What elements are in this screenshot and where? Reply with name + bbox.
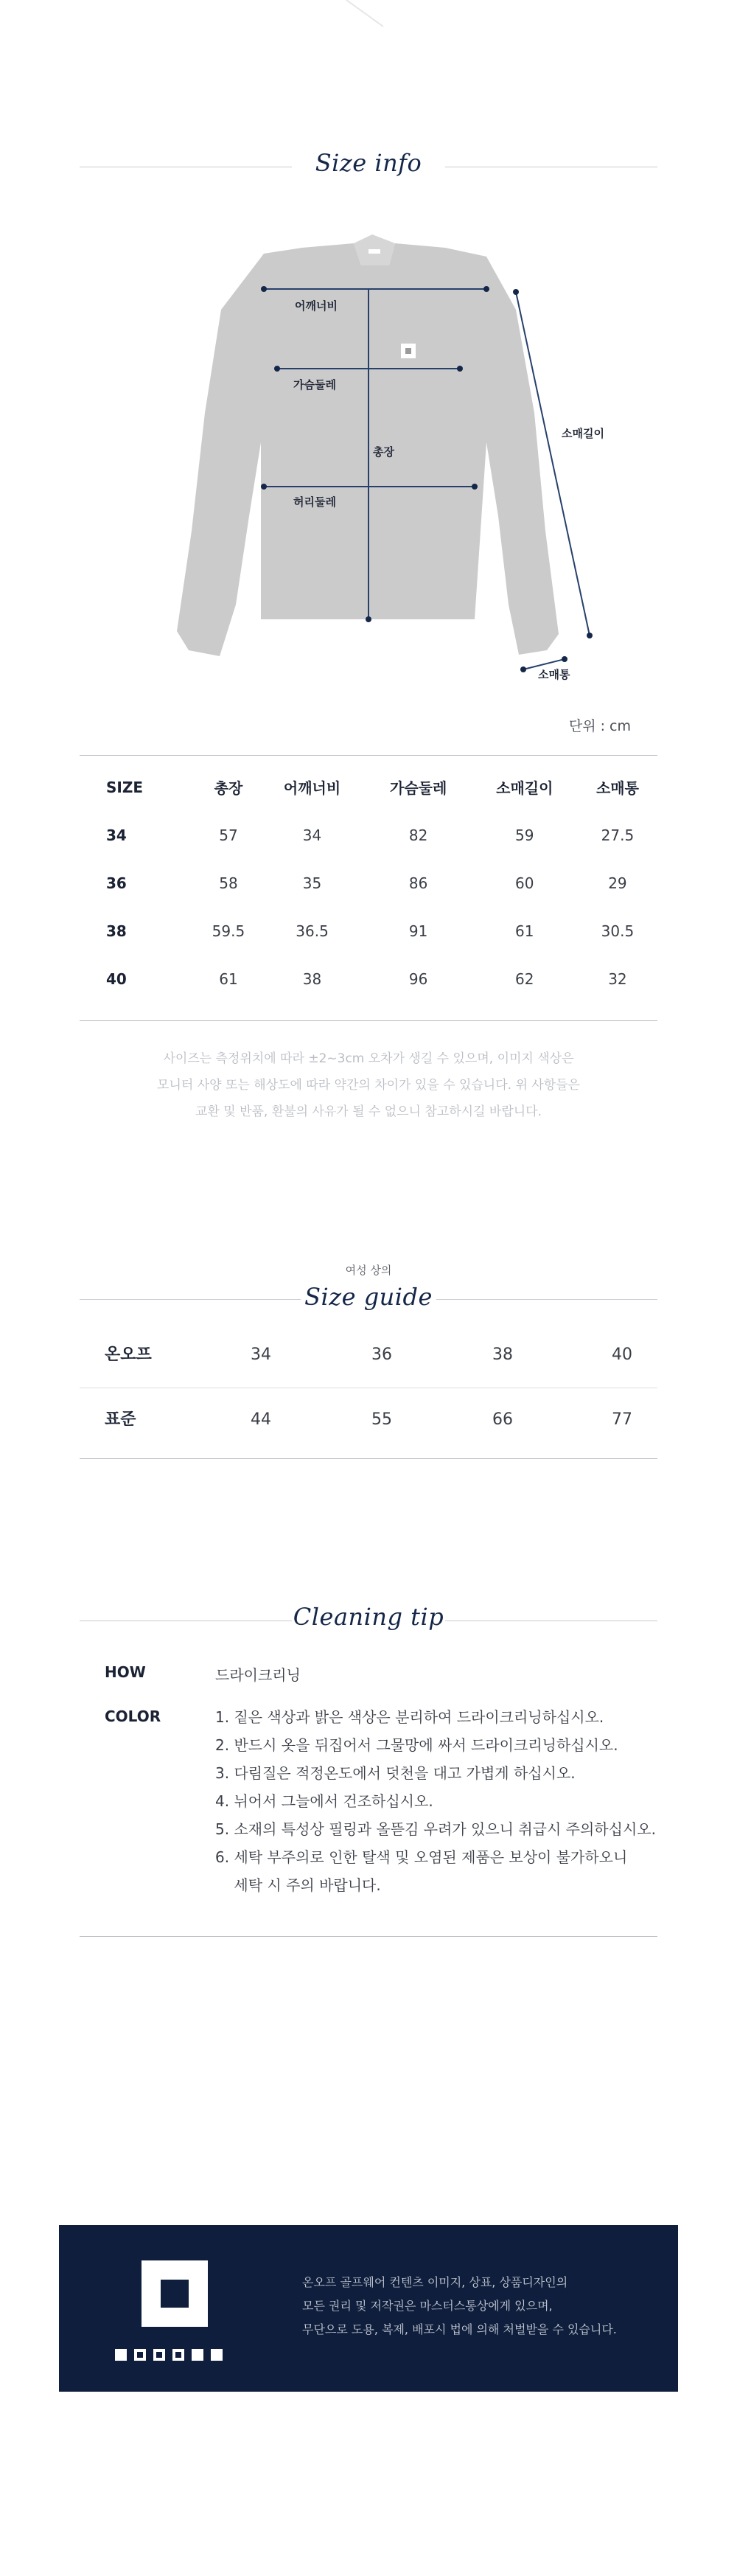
cleaning-list <box>215 1703 656 1899</box>
size-table-header <box>80 763 657 811</box>
header-cell: 가슴둘레 <box>390 779 447 797</box>
sleeve-length-label: 소매길이 <box>562 427 604 440</box>
size-table <box>80 763 657 1003</box>
size-guide-row <box>80 1323 657 1388</box>
table-bottom-rule <box>80 1020 657 1021</box>
list-item: 2. 반드시 옷을 뒤집어서 그물망에 싸서 드라이크리닝하십시오. <box>215 1736 618 1754</box>
header-cell: SIZE <box>106 778 144 796</box>
table-cell: 29 <box>608 874 627 892</box>
copyright-line: 온오프 골프웨어 컨텐츠 이미지, 상표, 상품디자인의 <box>302 2275 568 2289</box>
color-label: COLOR <box>105 1708 161 1725</box>
size-note-line-3: 교환 및 반품, 환불의 사유가 될 수 없으니 참고하시길 바랍니다. <box>195 1104 542 1119</box>
table-cell: 35 <box>302 874 322 892</box>
table-cell: 86 <box>408 874 428 892</box>
table-cell: 96 <box>408 970 428 988</box>
guide-cell: 44 <box>251 1410 271 1429</box>
guide-bottom-rule <box>80 1458 657 1459</box>
table-row <box>80 859 657 907</box>
header-cell: 소매통 <box>595 779 639 797</box>
shoulder-label: 어깨너비 <box>295 299 338 313</box>
list-item: 5. 소재의 특성상 필링과 올뜯김 우려가 있으니 취급시 주의하십시오. <box>215 1820 656 1838</box>
how-value: 드라이크리닝 <box>215 1666 301 1684</box>
list-item: 3. 다림질은 적정온도에서 덧천을 대고 가볍게 하십시오. <box>215 1764 576 1782</box>
table-cell: 82 <box>408 826 428 844</box>
guide-cell: 66 <box>492 1410 513 1429</box>
how-label: HOW <box>105 1663 146 1681</box>
guide-cell: 77 <box>612 1410 632 1429</box>
list-item: 세탁 시 주의 바랍니다. <box>215 1876 381 1894</box>
guide-cell: 55 <box>371 1410 392 1429</box>
footer-banner <box>59 2225 678 2392</box>
neck-label <box>368 249 380 254</box>
size-note-line-1: 사이즈는 측정위치에 따라 ±2~3cm 오차가 생길 수 있으며, 이미지 색상은 <box>163 1051 574 1066</box>
size-guide-subtitle: 여성 상의 <box>345 1264 392 1277</box>
top-decoration <box>0 0 737 44</box>
header-cell: 총장 <box>214 779 243 797</box>
table-row <box>80 955 657 1003</box>
table-cell: 59.5 <box>212 922 245 940</box>
unit-label: 단위 : cm <box>568 718 631 734</box>
size-guide-row <box>80 1388 657 1452</box>
size-cell: 34 <box>106 826 127 844</box>
guide-row-label: 온오프 <box>105 1346 152 1364</box>
table-cell: 61 <box>515 922 534 940</box>
copyright-line: 무단으로 도용, 복제, 배포시 법에 의해 처벌받을 수 있습니다. <box>302 2322 617 2336</box>
table-row <box>80 811 657 859</box>
waist-label: 허리둘레 <box>293 495 336 509</box>
table-cell: 91 <box>408 922 428 940</box>
logo-wordmark <box>115 2349 223 2361</box>
onoff-logo-icon <box>142 2260 208 2327</box>
table-cell: 59 <box>515 826 534 844</box>
table-cell: 38 <box>302 970 322 988</box>
table-cell: 60 <box>515 874 534 892</box>
copyright-line: 모든 권리 및 저작권은 마스터스통상에게 있으며, <box>302 2299 553 2313</box>
table-cell: 61 <box>219 970 238 988</box>
size-cell: 40 <box>106 970 127 988</box>
sleeve-width-label: 소매통 <box>538 668 570 681</box>
table-cell: 62 <box>515 970 534 988</box>
size-cell: 38 <box>106 922 127 940</box>
table-row <box>80 907 657 955</box>
table-cell: 30.5 <box>601 922 635 940</box>
header-cell: 소매길이 <box>496 779 553 797</box>
table-cell: 57 <box>219 826 238 844</box>
garment-diagram <box>0 221 737 708</box>
table-top-rule <box>80 755 657 756</box>
list-item: 1. 짙은 색상과 밝은 색상은 분리하여 드라이크리닝하십시오. <box>215 1708 604 1726</box>
size-guide-title: Size guide <box>304 1283 433 1311</box>
table-cell: 27.5 <box>601 826 635 844</box>
size-cell: 36 <box>106 874 127 892</box>
cleaning-bottom-rule <box>80 1936 657 1937</box>
guide-cell: 38 <box>492 1346 513 1364</box>
size-note-line-2: 모니터 사양 또는 해상도에 따라 약간의 차이가 있을 수 있습니다. 위 사항들은 <box>157 1078 580 1093</box>
table-cell: 32 <box>608 970 627 988</box>
guide-cell: 34 <box>251 1346 271 1364</box>
header-cell: 어깨너비 <box>283 779 341 797</box>
guide-cell: 36 <box>371 1346 392 1364</box>
length-label: 총장 <box>373 445 394 459</box>
guide-row-label: 표준 <box>105 1410 136 1429</box>
title-rule-right <box>436 1299 657 1300</box>
copyright-text <box>302 2271 617 2342</box>
chest-label: 가슴둘레 <box>293 378 336 391</box>
size-info-title: Size info <box>315 149 422 177</box>
table-cell: 34 <box>302 826 322 844</box>
guide-cell: 40 <box>612 1346 632 1364</box>
table-cell: 36.5 <box>296 922 329 940</box>
table-cell: 58 <box>219 874 238 892</box>
cleaning-title: Cleaning tip <box>293 1603 444 1631</box>
list-item: 4. 뉘어서 그늘에서 건조하십시오. <box>215 1792 433 1810</box>
list-item: 6. 세탁 부주의로 인한 탈색 및 오염된 제품은 보상이 불가하오니 <box>215 1848 628 1866</box>
